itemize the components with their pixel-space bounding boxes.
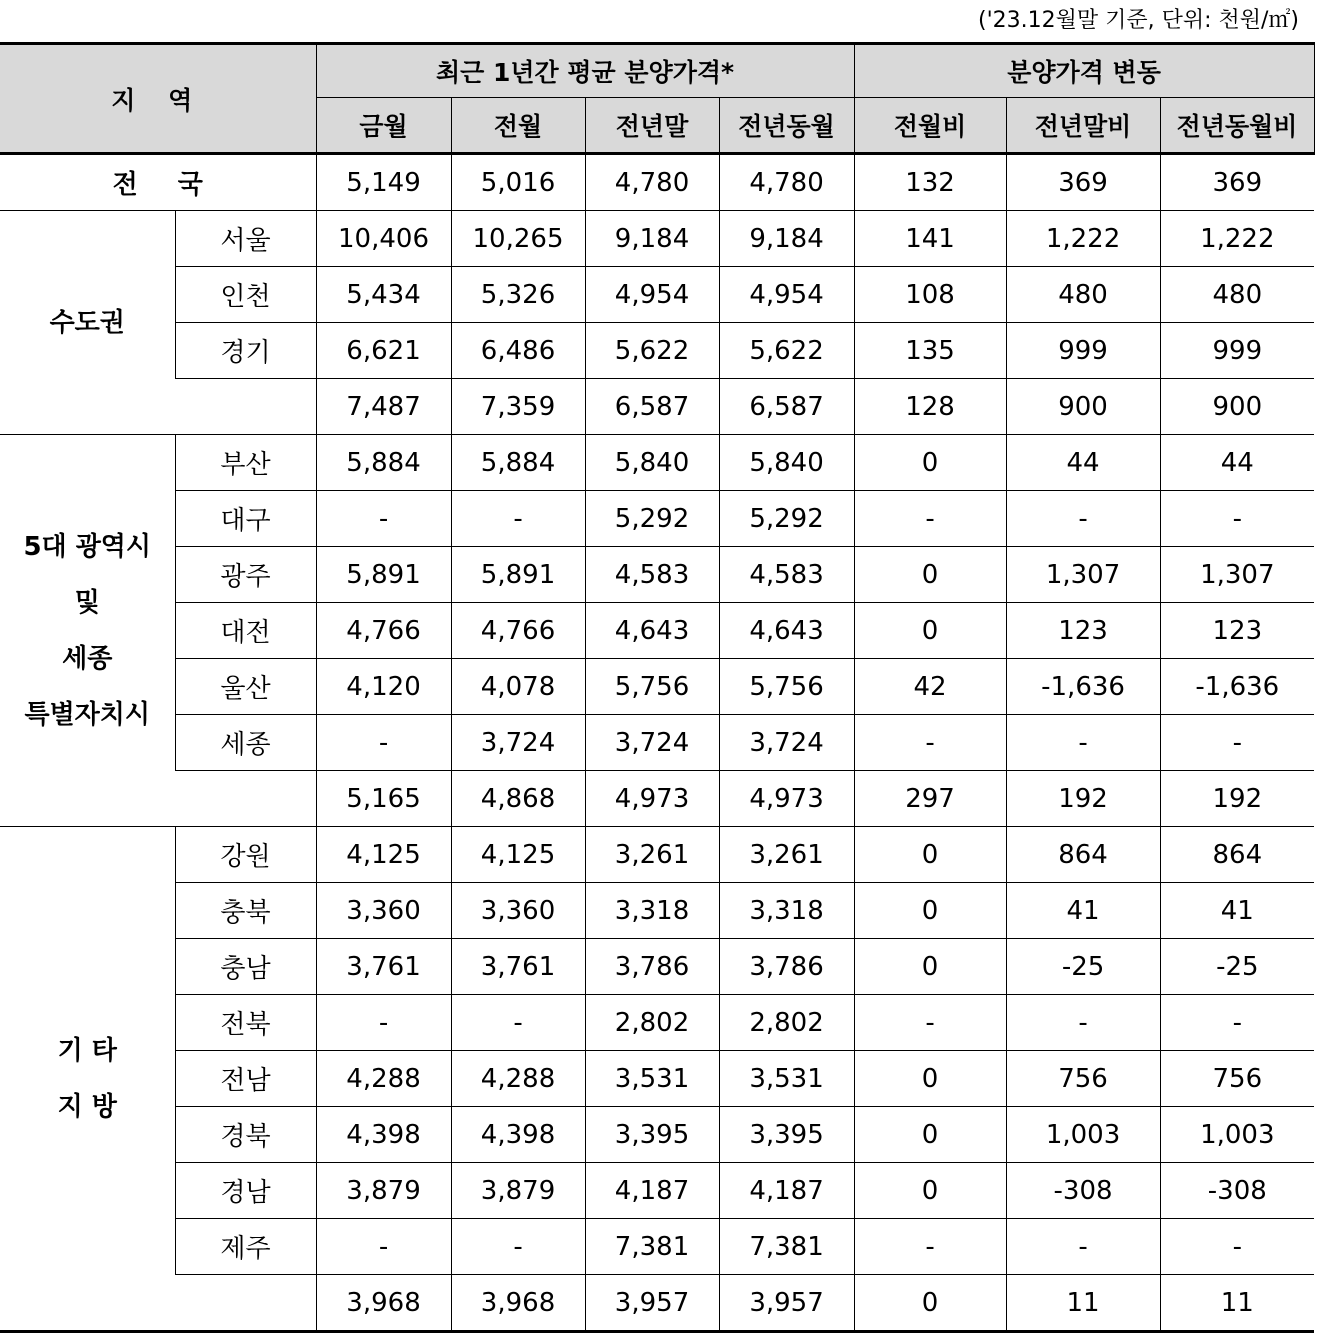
table-row (0, 715, 1314, 771)
value-cell: 4,288 (451, 1051, 585, 1107)
value-cell: -1,636 (1160, 659, 1314, 715)
group-label-line: 세종 (62, 643, 113, 674)
value-cell: 480 (1160, 267, 1314, 323)
value-cell: 864 (1006, 827, 1160, 883)
value-cell: - (1006, 491, 1160, 547)
region-label: 경북 (175, 1107, 316, 1163)
value-cell: 999 (1160, 323, 1314, 379)
value-cell: 4,973 (585, 771, 719, 827)
value-cell: 5,840 (585, 435, 719, 491)
value-cell: 10,265 (451, 211, 585, 267)
value-cell: 10,406 (316, 211, 451, 267)
value-cell: - (1160, 1219, 1314, 1275)
value-cell: 41 (1160, 883, 1314, 939)
region-label: 울산 (175, 659, 316, 715)
column-header: 전월 (451, 98, 585, 154)
value-cell: - (1006, 995, 1160, 1051)
value-cell: 3,395 (719, 1107, 854, 1163)
value-cell: 192 (1006, 771, 1160, 827)
group-label-line: 특별자치시 (24, 699, 151, 730)
value-cell: - (451, 995, 585, 1051)
group-label-line: 수도권 (49, 307, 125, 338)
table-row (0, 1163, 1314, 1219)
value-cell: 4,398 (451, 1107, 585, 1163)
value-cell: 3,261 (719, 827, 854, 883)
value-cell: 5,891 (316, 547, 451, 603)
value-cell: 4,187 (585, 1163, 719, 1219)
value-cell: - (316, 995, 451, 1051)
value-cell: - (854, 491, 1006, 547)
value-cell: 4,973 (719, 771, 854, 827)
value-cell: 1,307 (1160, 547, 1314, 603)
value-cell: 1,222 (1006, 211, 1160, 267)
value-cell: 5,326 (451, 267, 585, 323)
group-label (0, 827, 175, 1332)
value-cell: 3,957 (719, 1275, 854, 1332)
value-cell: 3,360 (451, 883, 585, 939)
value-cell: 4,583 (585, 547, 719, 603)
value-cell: 4,954 (585, 267, 719, 323)
value-cell: - (451, 1219, 585, 1275)
table-row (0, 435, 1314, 491)
region-label: 제주 (175, 1219, 316, 1275)
value-cell: 3,360 (316, 883, 451, 939)
subtotal-label (175, 1275, 316, 1332)
group-label-line: 및 (74, 587, 100, 618)
value-cell: 999 (1006, 323, 1160, 379)
value-cell: - (451, 491, 585, 547)
region-label: 서울 (175, 211, 316, 267)
value-cell: 0 (854, 1051, 1006, 1107)
value-cell: 480 (1006, 267, 1160, 323)
value-cell: 4,398 (316, 1107, 451, 1163)
value-cell: -25 (1006, 939, 1160, 995)
avg-price-header: 최근 1년간 평균 분양가격* (316, 44, 854, 98)
value-cell: 123 (1160, 603, 1314, 659)
value-cell: 1,307 (1006, 547, 1160, 603)
value-cell: - (316, 1219, 451, 1275)
value-cell: 7,381 (585, 1219, 719, 1275)
subtotal-row (0, 1275, 1314, 1332)
region-label: 광주 (175, 547, 316, 603)
value-cell: - (316, 715, 451, 771)
table-row (0, 603, 1314, 659)
table-row (0, 491, 1314, 547)
region-label: 인천 (175, 267, 316, 323)
value-cell: 4,583 (719, 547, 854, 603)
group-label (0, 211, 175, 435)
region-label: 경기 (175, 323, 316, 379)
value-cell: 3,724 (451, 715, 585, 771)
value-cell: - (1160, 995, 1314, 1051)
value-cell: 5,292 (719, 491, 854, 547)
value-cell: 4,120 (316, 659, 451, 715)
value-cell: 4,187 (719, 1163, 854, 1219)
value-cell: 3,786 (585, 939, 719, 995)
subtotal-label (175, 379, 316, 435)
value-cell: 6,587 (585, 379, 719, 435)
change-header: 분양가격 변동 (854, 44, 1314, 98)
value-cell: 4,125 (316, 827, 451, 883)
region-label: 강원 (175, 827, 316, 883)
value-cell: 1,003 (1160, 1107, 1314, 1163)
value-cell: 123 (1006, 603, 1160, 659)
value-cell: -25 (1160, 939, 1314, 995)
table-row (0, 995, 1314, 1051)
value-cell: 3,724 (585, 715, 719, 771)
value-cell: 5,149 (316, 154, 451, 211)
value-cell: 41 (1006, 883, 1160, 939)
table-body (0, 154, 1314, 1332)
value-cell: 900 (1006, 379, 1160, 435)
value-cell: 6,486 (451, 323, 585, 379)
value-cell: 0 (854, 1107, 1006, 1163)
value-cell: 297 (854, 771, 1006, 827)
value-cell: 3,761 (451, 939, 585, 995)
value-cell: 5,016 (451, 154, 585, 211)
value-cell: 2,802 (585, 995, 719, 1051)
value-cell: 3,957 (585, 1275, 719, 1332)
value-cell: 5,756 (719, 659, 854, 715)
region-label: 충남 (175, 939, 316, 995)
value-cell: 3,968 (451, 1275, 585, 1332)
value-cell: 141 (854, 211, 1006, 267)
region-label: 경남 (175, 1163, 316, 1219)
table-row (0, 1219, 1314, 1275)
group-label-line: 지 방 (57, 1091, 117, 1122)
value-cell: 0 (854, 939, 1006, 995)
value-cell: 5,434 (316, 267, 451, 323)
value-cell: 369 (1160, 154, 1314, 211)
unit-note: ('23.12월말 기준, 단위: 천원/㎡) (977, 8, 1299, 33)
table-row (0, 883, 1314, 939)
region-label: 충북 (175, 883, 316, 939)
value-cell: 132 (854, 154, 1006, 211)
value-cell: 6,587 (719, 379, 854, 435)
value-cell: 3,318 (719, 883, 854, 939)
column-header: 전년동월 (719, 98, 854, 154)
national-label: 전국 (0, 154, 316, 211)
value-cell: 5,884 (451, 435, 585, 491)
column-header: 전년말비 (1006, 98, 1160, 154)
value-cell: 128 (854, 379, 1006, 435)
value-cell: 7,487 (316, 379, 451, 435)
value-cell: 11 (1160, 1275, 1314, 1332)
value-cell: 3,724 (719, 715, 854, 771)
value-cell: 0 (854, 603, 1006, 659)
value-cell: 4,125 (451, 827, 585, 883)
group-label (0, 435, 175, 827)
value-cell: 9,184 (719, 211, 854, 267)
value-cell: 2,802 (719, 995, 854, 1051)
region-label: 대전 (175, 603, 316, 659)
region-label: 세종 (175, 715, 316, 771)
table-row (0, 267, 1314, 323)
region-label: 전남 (175, 1051, 316, 1107)
value-cell: 756 (1006, 1051, 1160, 1107)
value-cell: 3,395 (585, 1107, 719, 1163)
region-label: 전북 (175, 995, 316, 1051)
table-row (0, 1051, 1314, 1107)
value-cell: 4,868 (451, 771, 585, 827)
value-cell: 5,891 (451, 547, 585, 603)
value-cell: 5,622 (719, 323, 854, 379)
table-header (0, 44, 1314, 154)
column-header: 전월비 (854, 98, 1006, 154)
table-row (0, 323, 1314, 379)
value-cell: 4,954 (719, 267, 854, 323)
value-cell: -308 (1160, 1163, 1314, 1219)
value-cell: 0 (854, 883, 1006, 939)
value-cell: 3,531 (585, 1051, 719, 1107)
value-cell: 7,381 (719, 1219, 854, 1275)
group-label-line: 기 타 (57, 1035, 117, 1066)
value-cell: 3,879 (451, 1163, 585, 1219)
value-cell: 1,003 (1006, 1107, 1160, 1163)
value-cell: - (1006, 715, 1160, 771)
value-cell: 3,261 (585, 827, 719, 883)
table-row (0, 939, 1314, 995)
value-cell: 108 (854, 267, 1006, 323)
value-cell: 756 (1160, 1051, 1314, 1107)
table-row (0, 659, 1314, 715)
region-header: 지 역 (0, 44, 316, 154)
value-cell: 44 (1160, 435, 1314, 491)
value-cell: 9,184 (585, 211, 719, 267)
value-cell: 5,292 (585, 491, 719, 547)
value-cell: 5,756 (585, 659, 719, 715)
table-row (0, 211, 1314, 267)
value-cell: 4,288 (316, 1051, 451, 1107)
value-cell: 5,840 (719, 435, 854, 491)
value-cell: 5,622 (585, 323, 719, 379)
subtotal-row (0, 771, 1314, 827)
price-table (0, 42, 1315, 1333)
value-cell: - (854, 715, 1006, 771)
value-cell: 192 (1160, 771, 1314, 827)
value-cell: 44 (1006, 435, 1160, 491)
value-cell: 900 (1160, 379, 1314, 435)
value-cell: 5,884 (316, 435, 451, 491)
value-cell: -308 (1006, 1163, 1160, 1219)
value-cell: 0 (854, 1275, 1006, 1332)
value-cell: 6,621 (316, 323, 451, 379)
value-cell: - (854, 1219, 1006, 1275)
table-row (0, 547, 1314, 603)
value-cell: 864 (1160, 827, 1314, 883)
subtotal-label (175, 771, 316, 827)
value-cell: 4,780 (719, 154, 854, 211)
value-cell: - (854, 995, 1006, 1051)
value-cell: 4,078 (451, 659, 585, 715)
region-label: 대구 (175, 491, 316, 547)
column-header: 전년동월비 (1160, 98, 1314, 154)
value-cell: 135 (854, 323, 1006, 379)
value-cell: 0 (854, 1163, 1006, 1219)
table-row (0, 827, 1314, 883)
value-cell: 0 (854, 435, 1006, 491)
value-cell: 4,643 (719, 603, 854, 659)
value-cell: 3,879 (316, 1163, 451, 1219)
group-label-line: 5대 광역시 (23, 531, 152, 562)
value-cell: 3,531 (719, 1051, 854, 1107)
value-cell: 11 (1006, 1275, 1160, 1332)
subtotal-row (0, 379, 1314, 435)
value-cell: - (1006, 1219, 1160, 1275)
value-cell: 4,643 (585, 603, 719, 659)
value-cell: 42 (854, 659, 1006, 715)
value-cell: 369 (1006, 154, 1160, 211)
column-header: 금월 (316, 98, 451, 154)
value-cell: 5,165 (316, 771, 451, 827)
value-cell: 3,968 (316, 1275, 451, 1332)
value-cell: 3,761 (316, 939, 451, 995)
value-cell: 4,766 (451, 603, 585, 659)
table-row (0, 154, 1314, 211)
table-row (0, 1107, 1314, 1163)
value-cell: - (316, 491, 451, 547)
column-header: 전년말 (585, 98, 719, 154)
value-cell: - (1160, 715, 1314, 771)
value-cell: 0 (854, 827, 1006, 883)
value-cell: 3,318 (585, 883, 719, 939)
value-cell: 0 (854, 547, 1006, 603)
value-cell: 4,780 (585, 154, 719, 211)
value-cell: -1,636 (1006, 659, 1160, 715)
value-cell: 1,222 (1160, 211, 1314, 267)
value-cell: - (1160, 491, 1314, 547)
region-label: 부산 (175, 435, 316, 491)
value-cell: 7,359 (451, 379, 585, 435)
value-cell: 4,766 (316, 603, 451, 659)
value-cell: 3,786 (719, 939, 854, 995)
